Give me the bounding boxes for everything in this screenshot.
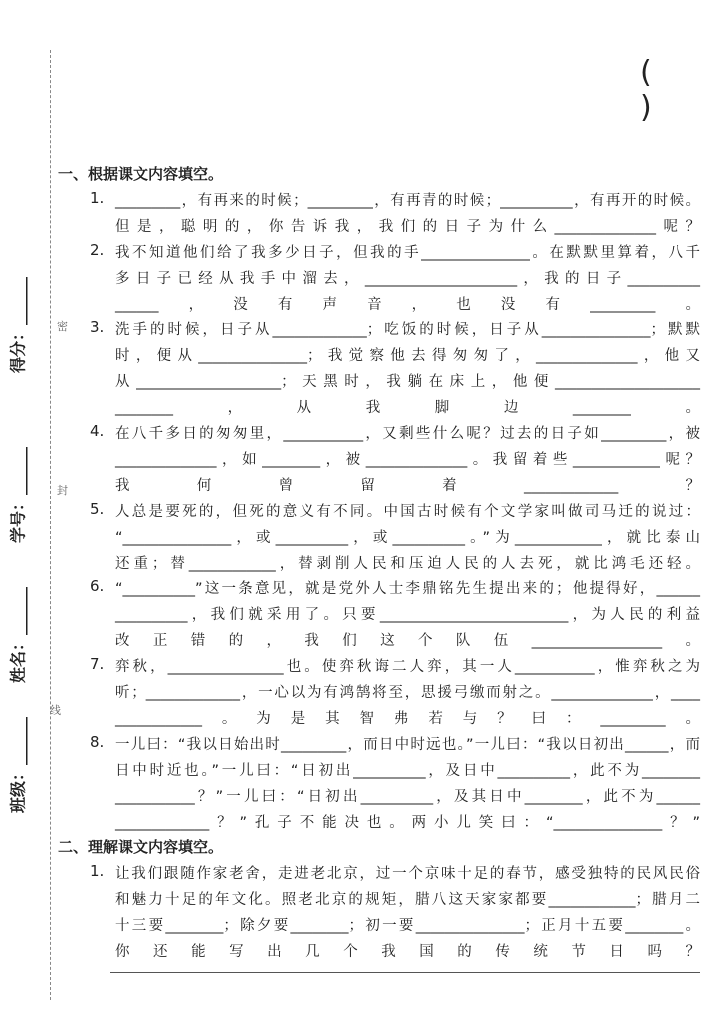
section2-title: 二、理解课文内容填空。	[58, 838, 224, 857]
question-line-with-blanks[interactable]: 从____________________；天黑时，我躺在床上，他便____________________	[115, 374, 700, 391]
seal-mark-feng: 封	[57, 484, 68, 497]
question-line-with-blanks[interactable]: 你还能写出几个我国的传统节日吗？	[115, 944, 700, 960]
section1-title: 一、根据课文内容填空。	[58, 165, 224, 183]
question-line-with-blanks[interactable]: _________，有再来的时候；_________，有再青的时候；__________，有再开的时候。	[115, 192, 700, 209]
question-line-with-blanks[interactable]: 人总是要死的，但死的意义有不同。中国古时候有个文学家叫做司马迁的说过：	[115, 503, 700, 520]
seal-mark-mi: 密	[57, 320, 68, 333]
question-line-with-blanks[interactable]: 我不知道他们给了我多少日子，但我的手_______________。在默默里算着，八千	[115, 244, 700, 261]
score-field[interactable]: 得分：______	[8, 276, 28, 374]
question-number: 2.	[90, 240, 105, 259]
question-number: 1.	[90, 188, 105, 207]
class-field[interactable]: 班级：______	[8, 716, 28, 814]
answer-line[interactable]	[110, 972, 700, 973]
question-line-with-blanks[interactable]: 还重；替____________，替剥削人民和压迫人民的人去死，就比鸿毛还轻。	[115, 555, 700, 572]
question-line-with-blanks[interactable]: 十三要________；除夕要________；初一要_______________；正月十五要________。	[115, 918, 700, 935]
question-line-with-blanks[interactable]: 时，便从_______________；我觉察他去得匆匆了，______________，他又	[115, 348, 700, 365]
question-number: 4.	[90, 422, 105, 440]
question-line-with-blanks[interactable]: 日中时近也。”一儿曰：“日初出__________，及日中__________，此不为________	[115, 762, 700, 779]
question-line-with-blanks[interactable]: 和魅力十足的年文化。照老北京的规矩，腊八这天家家都要____________；腊月二	[115, 892, 700, 909]
question-line-with-blanks[interactable]: ______，没有声音，也没有_________。	[115, 296, 700, 313]
grade-parentheses: ( )	[640, 55, 690, 125]
question-line-with-blanks[interactable]: 但是，聪明的，你告诉我，我们的日子为什么______________呢？	[115, 218, 700, 235]
question-number: 8.	[90, 732, 105, 751]
question-number: 1.	[90, 862, 105, 881]
question-number: 3.	[90, 318, 105, 337]
question-number: 7.	[90, 655, 105, 674]
name-field[interactable]: 姓名：______	[8, 586, 28, 684]
question-line-with-blanks[interactable]: 弈秋，________________也。使弈秋诲二人弈，其一人___________，惟弈秋之为	[115, 659, 700, 676]
binding-dashed-line	[50, 50, 51, 1000]
question-line-with-blanks[interactable]: 洗手的时候，日子从_____________；吃饭的时候，日子从_______________；默默	[115, 322, 700, 339]
question-line-with-blanks[interactable]: _____________？”孔子不能决也。两小儿笑曰：“_______________？”	[115, 814, 700, 831]
question-line-with-blanks[interactable]: 让我们跟随作家老舍，走进老北京，过一个京味十足的春节，感受独特的民风民俗	[115, 866, 700, 883]
question-line-with-blanks[interactable]: ______________，如________，被______________。我留着些____________呢？	[115, 451, 700, 468]
question-line-with-blanks[interactable]: ________，从我脚边________。	[115, 400, 700, 417]
question-number: 5.	[90, 499, 105, 518]
question-number: 6.	[90, 577, 105, 596]
seal-mark-xian: 线	[50, 704, 61, 717]
question-line-with-blanks[interactable]: ___________？”一儿曰：“日初出__________，及其日中________，此不为______	[115, 788, 700, 805]
question-line-with-blanks[interactable]: 我何曾留着_____________？	[115, 477, 700, 494]
student-id-field[interactable]: 学号：______	[8, 446, 28, 544]
question-line-with-blanks[interactable]: “_______________，或__________，或__________。”为____________，就比泰山	[115, 529, 700, 546]
question-line-with-blanks[interactable]: 听；_____________，一心以为有鸿鹄将至，思援弓缴而射之。______________，____	[115, 685, 700, 701]
question-line-with-blanks[interactable]: ____________。为是其智弗若与？曰：_________。	[115, 710, 700, 727]
question-line-with-blanks[interactable]: __________，我们就采用了。只要__________________________，为人民的利益	[115, 607, 700, 624]
question-line-with-blanks[interactable]: “__________”这一条意见，就是党外人士李鼎铭先生提出来的；他提得好，______	[115, 581, 700, 598]
question-line-with-blanks[interactable]: 改正错的，我们这个队伍__________________。	[115, 633, 700, 650]
question-line-with-blanks[interactable]: 一儿曰：“我以日始出时_________，而日中时远也。”一儿曰：“我以日初出______，而	[115, 736, 700, 753]
question-line-with-blanks[interactable]: 多日子已经从我手中溜去，_____________________，我的日子__________	[115, 270, 700, 287]
question-line-with-blanks[interactable]: 在八千多日的匆匆里，___________，又剩些什么呢？过去的日子如_________，被	[115, 426, 700, 442]
